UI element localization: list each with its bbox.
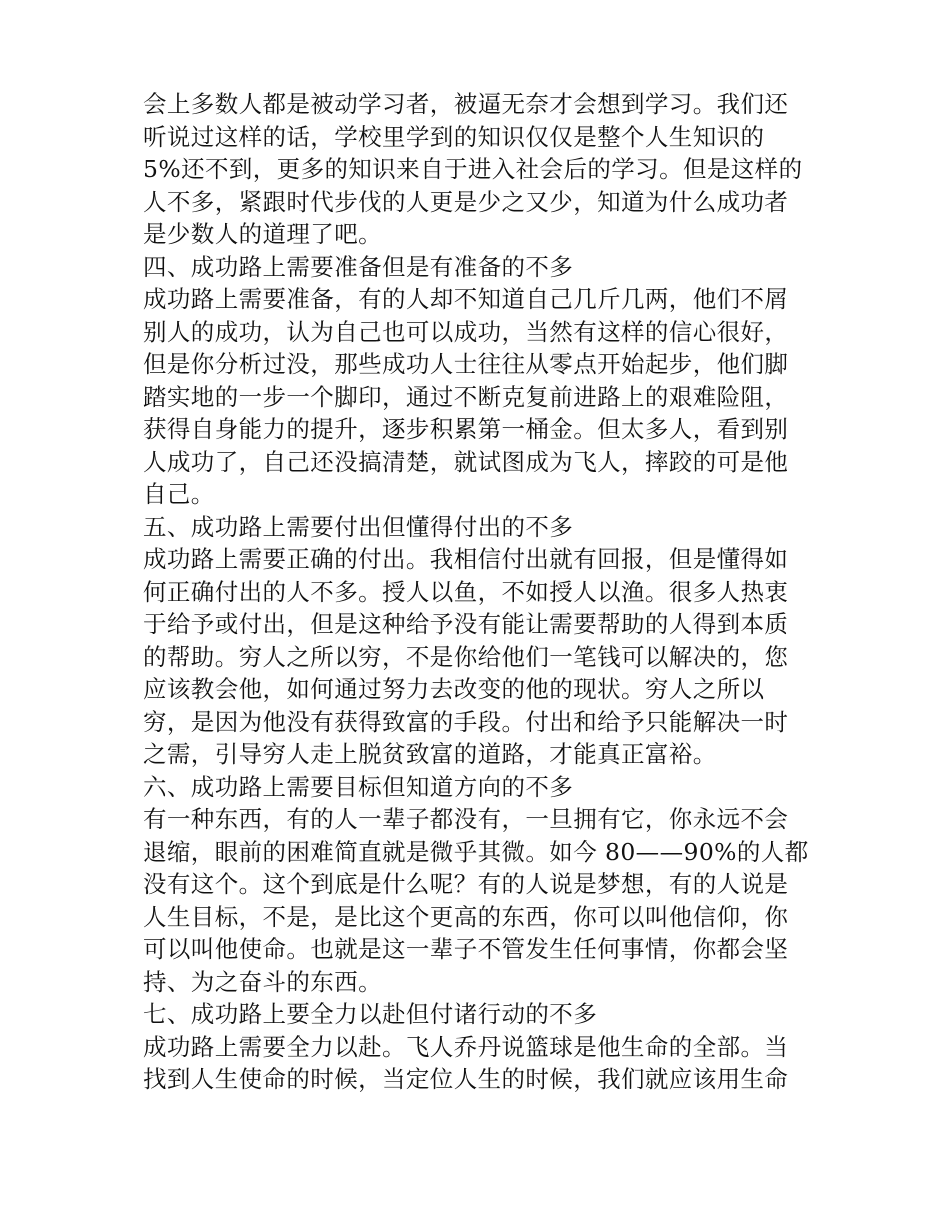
paragraph-line: 应该教会他，如何通过努力去改变的他的现状。穷人之所以: [143, 675, 765, 703]
paragraph-line: 没有这个。这个到底是什么呢？有的人说是梦想，有的人说是: [143, 870, 789, 898]
section-heading-6: 六、成功路上需要目标但知道方向的不多: [143, 772, 574, 801]
document-body: [143, 88, 811, 1096]
paragraph-line: 人生目标，不是，是比这个更高的东西，你可以叫他信仰，你: [143, 902, 789, 931]
paragraph-line: 何正确付出的人不多。授人以鱼，不如授人以渔。很多人热衷: [143, 577, 789, 606]
paragraph-line: 穷，是因为他没有获得致富的手段。付出和给予只能解决一时: [143, 707, 789, 736]
paragraph-line: 有一种东西，有的人一辈子都没有，一旦拥有它，你永远不会: [143, 805, 789, 833]
paragraph-line: 获得自身能力的提升，逐步积累第一桶金。但太多人，看到别: [143, 415, 789, 443]
paragraph-line: 退缩，眼前的困难简直就是微乎其微。如今 80——90%的人都: [143, 837, 809, 866]
paragraph-line: 于给予或付出，但是这种给予没有能让需要帮助的人得到本质: [143, 610, 789, 638]
paragraph-line: 5%还不到，更多的知识来自于进入社会后的学习。但是这样的: [143, 155, 803, 183]
paragraph-line: 的帮助。穷人之所以穷，不是你给他们一笔钱可以解决的，您: [143, 642, 789, 671]
paragraph-line: 自己。: [143, 480, 215, 508]
paragraph-line: 但是你分析过没，那些成功人士往往从零点开始起步，他们脚: [143, 350, 789, 378]
section-heading-7: 七、成功路上要全力以赴但付诸行动的不多: [143, 1000, 598, 1028]
paragraph-line: 别人的成功，认为自己也可以成功，当然有这样的信心很好，: [143, 317, 789, 346]
paragraph-line: 踏实地的一步一个脚印，通过不断克复前进路上的艰难险阻，: [143, 382, 789, 411]
section-heading-5: 五、成功路上需要付出但懂得付出的不多: [143, 512, 574, 541]
paragraph-line: 持、为之奋斗的东西。: [143, 967, 382, 996]
paragraph-line: 是少数人的道理了吧。: [143, 220, 382, 248]
paragraph-line: 听说过这样的话，学校里学到的知识仅仅是整个人生知识的: [143, 122, 765, 151]
paragraph-line: 会上多数人都是被动学习者，被逼无奈才会想到学习。我们还: [143, 90, 789, 118]
paragraph-line: 成功路上需要准备，有的人却不知道自己几斤几两，他们不屑: [143, 285, 789, 313]
paragraph-line: 成功路上需要全力以赴。飞人乔丹说篮球是他生命的全部。当: [143, 1032, 789, 1061]
paragraph-line: 成功路上需要正确的付出。我相信付出就有回报，但是懂得如: [143, 545, 789, 573]
paragraph-line: 之需，引导穷人走上脱贫致富的道路，才能真正富裕。: [143, 740, 717, 768]
section-heading-4: 四、成功路上需要准备但是有准备的不多: [143, 252, 574, 281]
paragraph-line: 找到人生使命的时候，当定位人生的时候，我们就应该用生命: [143, 1065, 789, 1093]
paragraph-line: 人不多，紧跟时代步伐的人更是少之又少，知道为什么成功者: [143, 187, 789, 216]
paragraph-line: 人成功了，自己还没搞清楚，就试图成为飞人，摔跤的可是他: [143, 447, 789, 476]
paragraph-line: 可以叫他使命。也就是这一辈子不管发生任何事情，你都会坚: [143, 935, 789, 963]
